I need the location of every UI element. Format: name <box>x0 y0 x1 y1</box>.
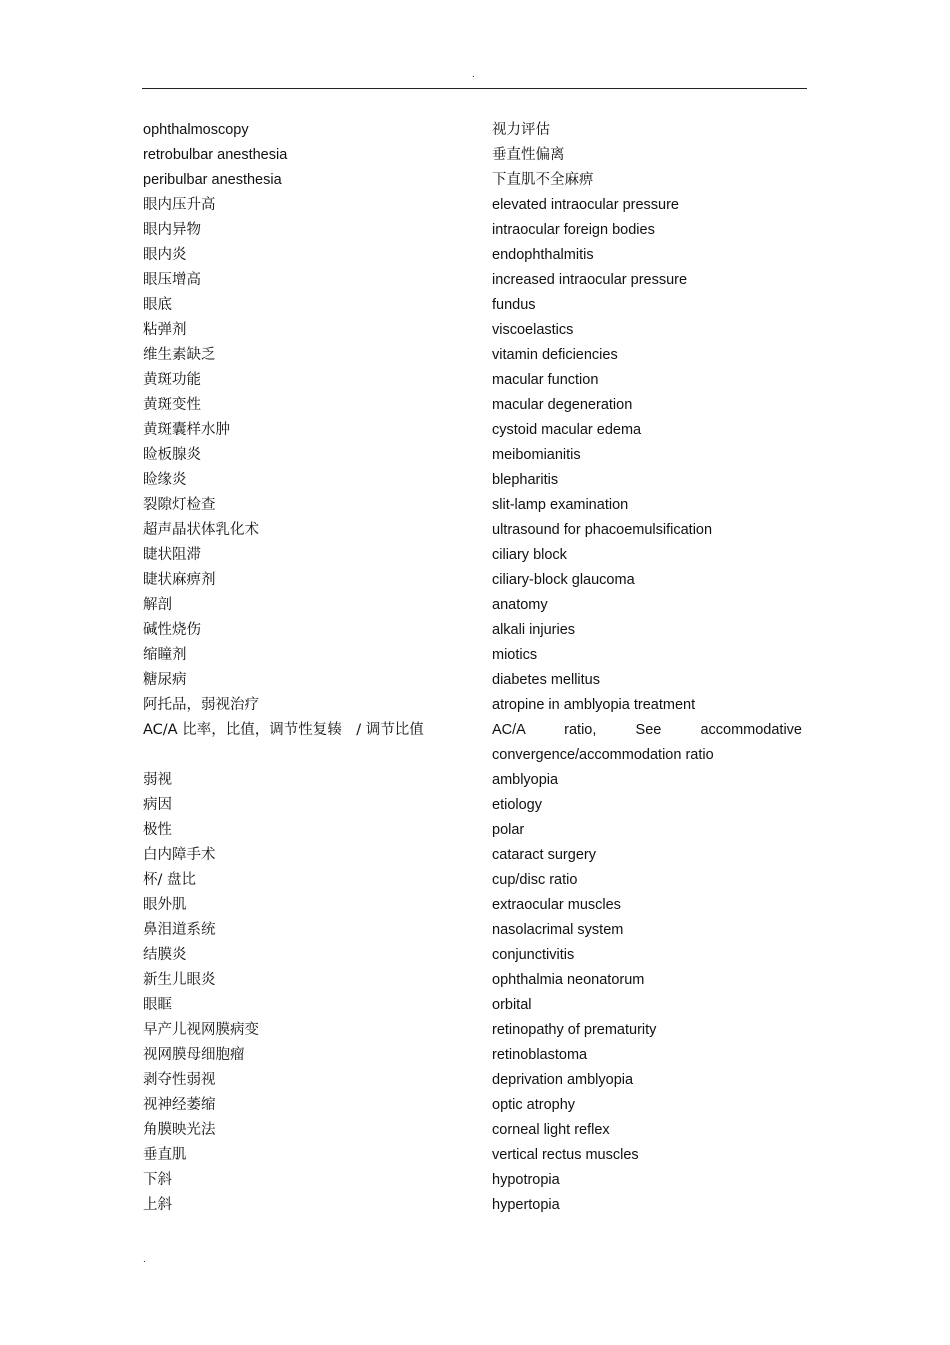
term-right-cell: macular function <box>492 372 599 388</box>
term-row <box>143 467 808 492</box>
term-right-cell: retinoblastoma <box>492 1047 588 1063</box>
term-row <box>143 1142 808 1167</box>
term-right-cell: endophthalmitis <box>492 247 594 263</box>
term-row <box>143 792 808 817</box>
term-row <box>143 417 808 442</box>
term-row <box>143 892 808 917</box>
term-row <box>143 542 808 567</box>
term-right-cell: corneal light reflex <box>492 1122 610 1138</box>
term-left-cell: 早产儿视网膜病变 <box>143 1022 259 1038</box>
term-right-cell: 下直肌不全麻痹 <box>492 172 594 188</box>
term-row <box>143 117 808 142</box>
term-left-cell: 白内障手术 <box>143 847 216 863</box>
term-right-cell: AC/A ratio, See accommodative convergence/accommodation ratio <box>492 722 802 763</box>
term-left-cell: 阿托品，弱视治疗 <box>143 697 259 713</box>
term-left-cell: 病因 <box>143 797 172 813</box>
term-left-cell: ophthalmoscopy <box>143 122 249 138</box>
term-right-cell: retinopathy of prematurity <box>492 1022 657 1038</box>
term-left-cell: 糖尿病 <box>143 672 187 688</box>
term-row <box>143 767 808 792</box>
term-row <box>143 642 808 667</box>
term-left-cell: 眼压增高 <box>143 272 201 288</box>
term-left-cell: 解剖 <box>143 597 172 613</box>
term-right-cell: cystoid macular edema <box>492 422 642 438</box>
term-left-cell: 超声晶状体乳化术 <box>143 522 259 538</box>
term-left-cell: peribulbar anesthesia <box>143 172 282 188</box>
term-left-cell: 睫状阻滞 <box>143 547 201 563</box>
term-row <box>143 567 808 592</box>
term-left-cell: 睑板腺炎 <box>143 447 201 463</box>
term-left-cell: 眼外肌 <box>143 897 187 913</box>
term-left-cell: 视网膜母细胞瘤 <box>143 1047 245 1063</box>
term-row <box>143 1167 808 1192</box>
term-right-cell: blepharitis <box>492 472 559 488</box>
term-right-cell: extraocular muscles <box>492 897 621 913</box>
term-left-cell: AC/A 比率，比值，调节性复辏 / 调节比值 <box>143 722 424 738</box>
term-left-cell: 维生素缺乏 <box>143 347 216 363</box>
term-left-cell: 角膜映光法 <box>143 1122 216 1138</box>
term-row <box>143 992 808 1017</box>
term-row <box>143 492 808 517</box>
term-left-cell: 结膜炎 <box>143 947 187 963</box>
term-row <box>143 1017 808 1042</box>
term-right-cell: amblyopia <box>492 772 559 788</box>
term-left-cell: 极性 <box>143 822 172 838</box>
term-row <box>143 242 808 267</box>
term-right-cell: miotics <box>492 647 538 663</box>
term-left-cell: 眼眶 <box>143 997 172 1013</box>
term-left-cell: 缩瞳剂 <box>143 647 187 663</box>
term-right-cell: orbital <box>492 997 532 1013</box>
term-left-cell: 睑缘炎 <box>143 472 187 488</box>
term-right-cell: vitamin deficiencies <box>492 347 618 363</box>
term-left-cell: 黄斑功能 <box>143 372 201 388</box>
term-right-cell: ciliary block <box>492 547 567 563</box>
term-left-cell: 剥夺性弱视 <box>143 1072 216 1088</box>
term-left-cell: 眼内炎 <box>143 247 187 263</box>
term-right-cell: ultrasound for phacoemulsification <box>492 522 713 538</box>
term-row <box>143 617 808 642</box>
term-right-cell: optic atrophy <box>492 1097 576 1113</box>
term-right-cell: 垂直性偏离 <box>492 147 565 163</box>
term-row <box>143 1117 808 1142</box>
term-row <box>143 1067 808 1092</box>
term-right-cell: cup/disc ratio <box>492 872 578 888</box>
term-row <box>143 142 808 167</box>
term-right-cell: meibomianitis <box>492 447 581 463</box>
term-row <box>143 667 808 692</box>
term-left-cell: 视神经萎缩 <box>143 1097 216 1113</box>
term-row <box>143 517 808 542</box>
term-left-cell: 杯/ 盘比 <box>143 872 196 888</box>
term-left-cell: 下斜 <box>143 1172 172 1188</box>
term-row <box>143 1092 808 1117</box>
header-mark: . <box>472 69 475 80</box>
term-right-cell: intraocular foreign bodies <box>492 222 655 238</box>
header-rule <box>142 88 807 89</box>
term-right-cell: ciliary-block glaucoma <box>492 572 635 588</box>
term-right-cell: anatomy <box>492 597 548 613</box>
term-row <box>143 1042 808 1067</box>
term-left-cell: 粘弹剂 <box>143 322 187 338</box>
term-left-cell: 眼内异物 <box>143 222 201 238</box>
term-left-cell: 新生儿眼炎 <box>143 972 216 988</box>
term-left-cell: 眼内压升高 <box>143 197 216 213</box>
term-right-cell: deprivation amblyopia <box>492 1072 634 1088</box>
term-row <box>143 592 808 617</box>
term-right-cell: elevated intraocular pressure <box>492 197 679 213</box>
term-right-cell: increased intraocular pressure <box>492 272 688 288</box>
term-left-cell: retrobulbar anesthesia <box>143 147 288 163</box>
term-row <box>143 942 808 967</box>
term-left-cell: 黄斑囊样水肿 <box>143 422 230 438</box>
term-left-cell: 弱视 <box>143 772 172 788</box>
term-row <box>143 192 808 217</box>
term-right-cell: etiology <box>492 797 542 813</box>
footer-mark: . <box>143 1254 146 1265</box>
term-row <box>143 717 808 767</box>
term-right-cell: conjunctivitis <box>492 947 575 963</box>
term-left-cell: 睫状麻痹剂 <box>143 572 216 588</box>
term-row <box>143 167 808 192</box>
term-row <box>143 317 808 342</box>
term-right-cell: atropine in amblyopia treatment <box>492 697 696 713</box>
term-right-cell: nasolacrimal system <box>492 922 624 938</box>
term-row <box>143 267 808 292</box>
term-row <box>143 692 808 717</box>
term-row <box>143 967 808 992</box>
term-row <box>143 292 808 317</box>
term-left-cell: 鼻泪道系统 <box>143 922 216 938</box>
term-right-cell: vertical rectus muscles <box>492 1147 639 1163</box>
term-row <box>143 342 808 367</box>
term-row <box>143 367 808 392</box>
term-row <box>143 842 808 867</box>
term-left-cell: 黄斑变性 <box>143 397 201 413</box>
term-left-cell: 裂隙灯检查 <box>143 497 216 513</box>
term-right-cell: 视力评估 <box>492 122 550 138</box>
term-right-cell: macular degeneration <box>492 397 633 413</box>
term-row <box>143 867 808 892</box>
term-left-cell: 上斜 <box>143 1197 172 1213</box>
term-right-cell: diabetes mellitus <box>492 672 600 688</box>
term-right-cell: hypotropia <box>492 1172 560 1188</box>
term-row <box>143 392 808 417</box>
term-right-cell: hypertopia <box>492 1197 560 1213</box>
term-right-cell: cataract surgery <box>492 847 596 863</box>
term-row <box>143 917 808 942</box>
term-right-cell: fundus <box>492 297 536 313</box>
term-right-cell: slit-lamp examination <box>492 497 629 513</box>
term-row <box>143 817 808 842</box>
term-right-cell: viscoelastics <box>492 322 574 338</box>
term-list <box>143 117 808 1217</box>
term-right-cell: ophthalmia neonatorum <box>492 972 645 988</box>
term-left-cell: 眼底 <box>143 297 172 313</box>
term-row <box>143 442 808 467</box>
term-left-cell: 垂直肌 <box>143 1147 187 1163</box>
term-right-cell: polar <box>492 822 525 838</box>
term-row <box>143 217 808 242</box>
term-row <box>143 1192 808 1217</box>
term-right-cell: alkali injuries <box>492 622 576 638</box>
term-left-cell: 碱性烧伤 <box>143 622 201 638</box>
